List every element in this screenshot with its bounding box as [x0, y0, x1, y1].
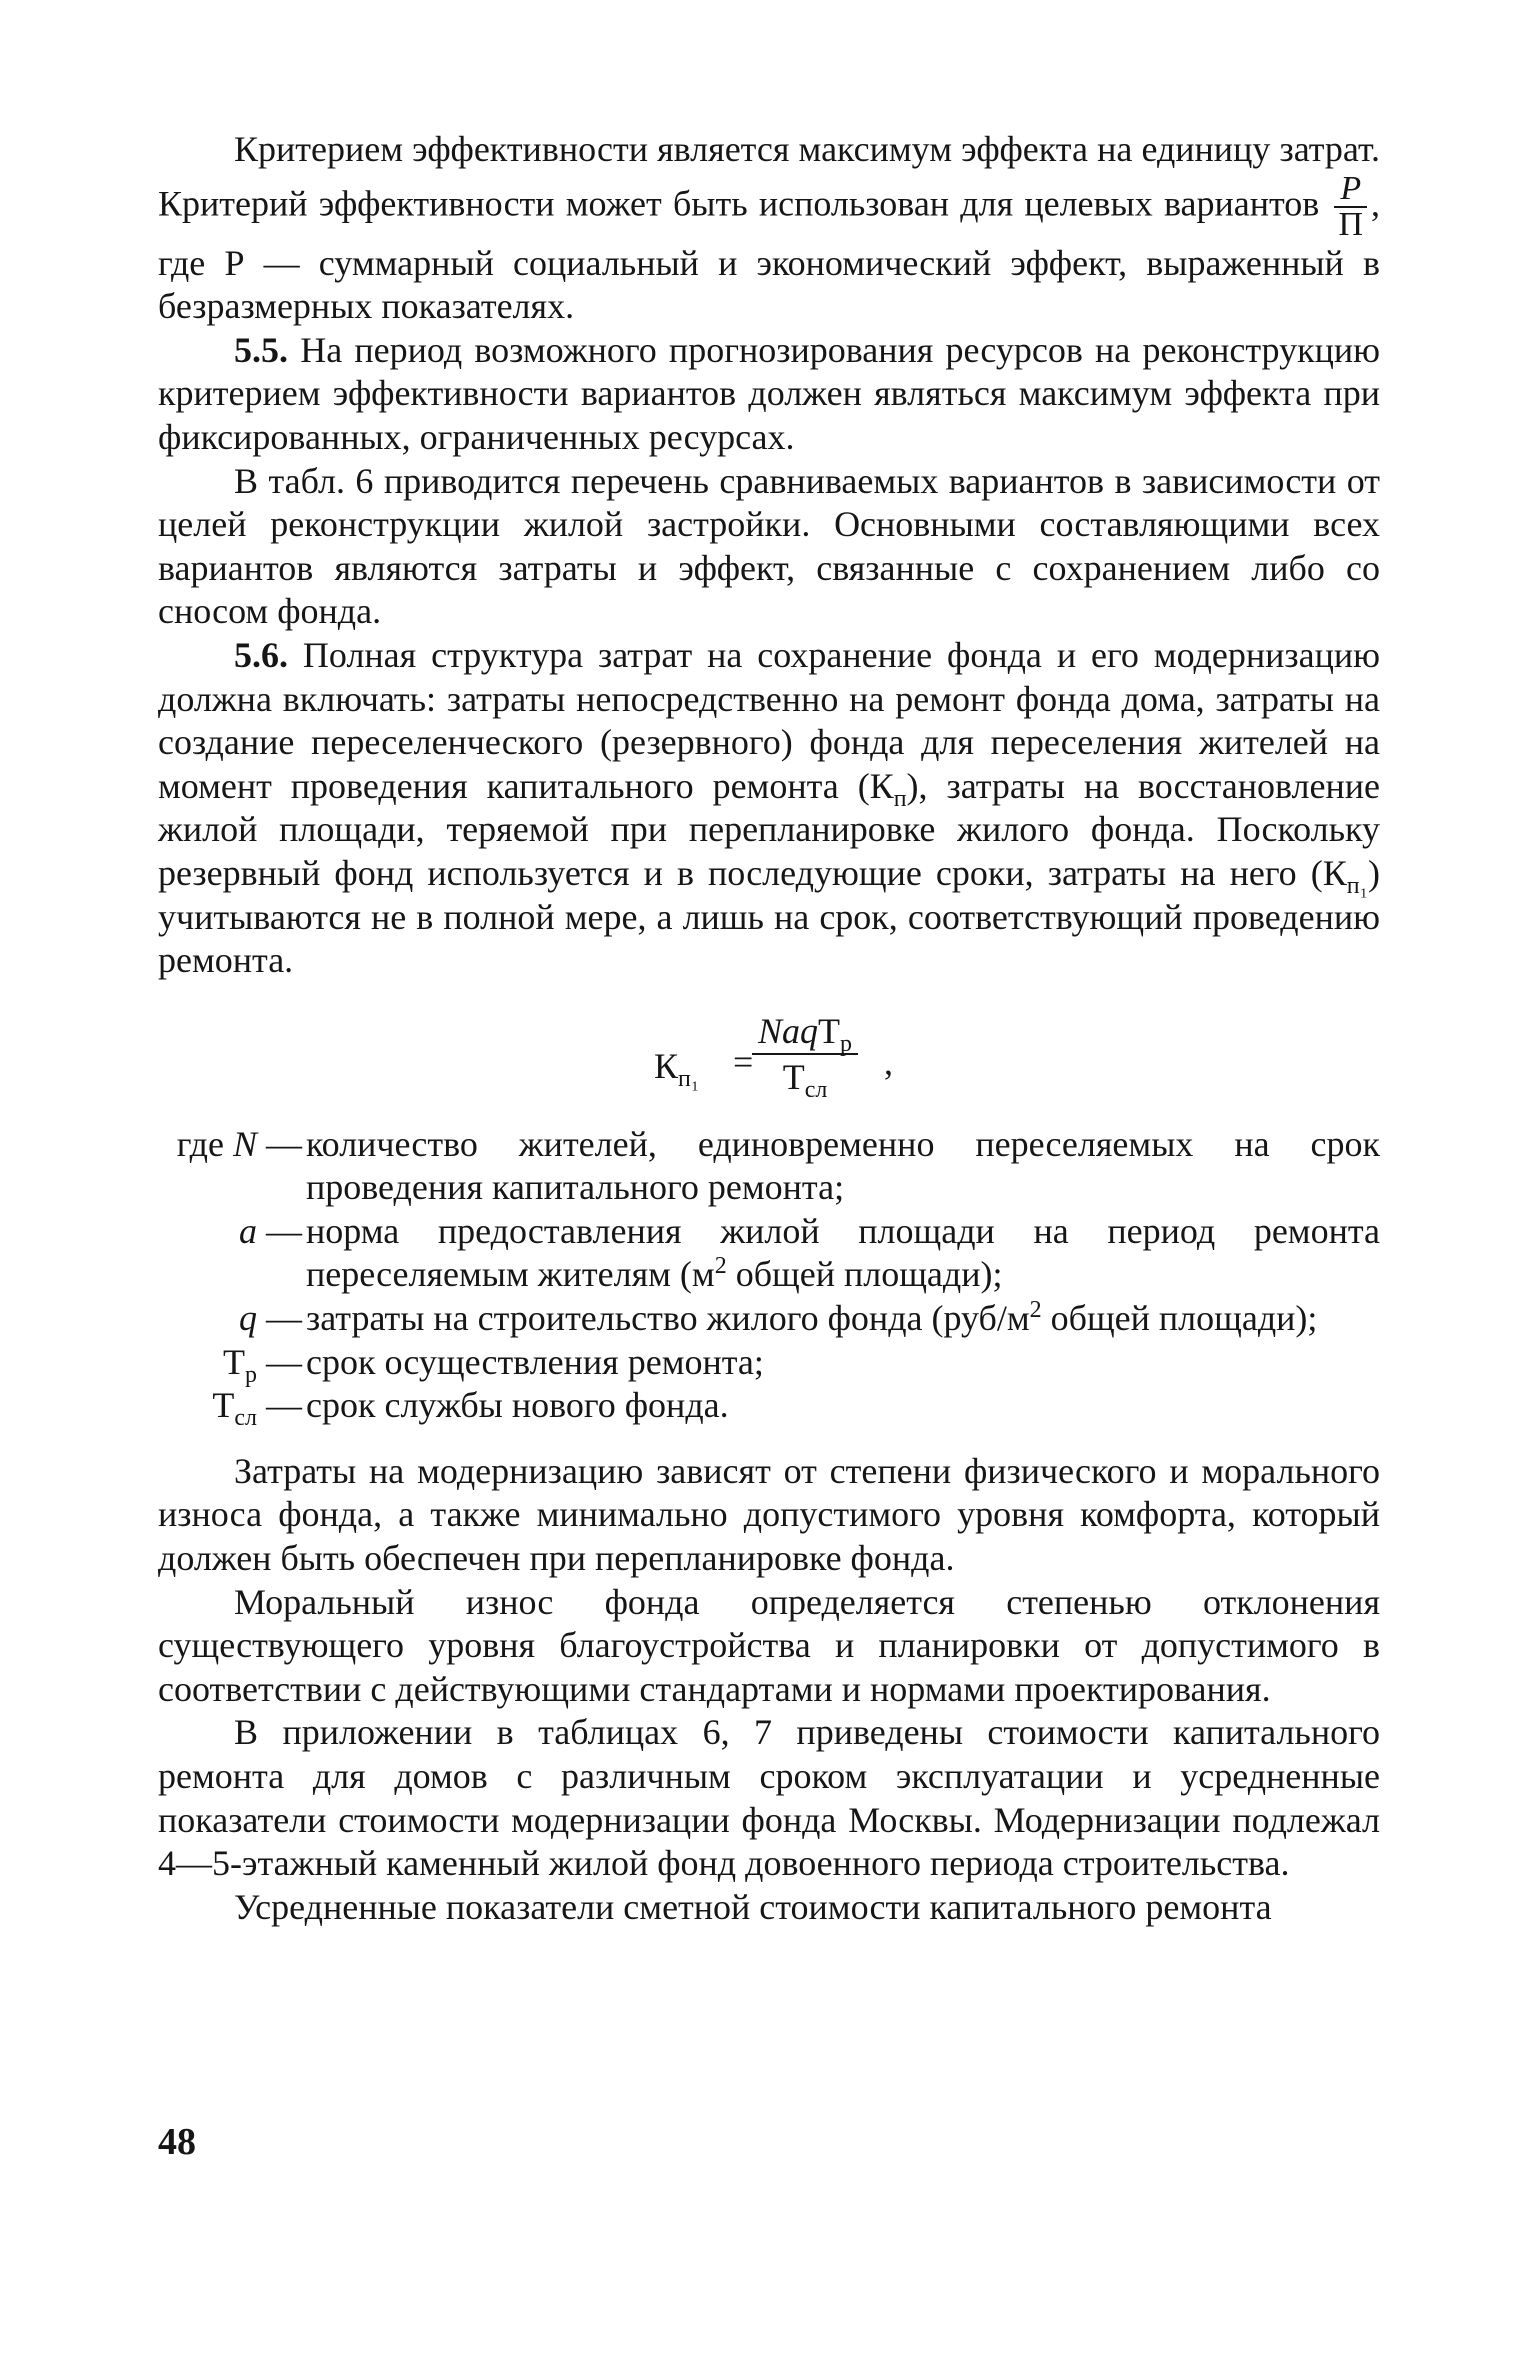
definition-tr: $Т_р$ — срок осуществления ремонта; [158, 1341, 1380, 1385]
definition-q: q — затраты на строительство жилого фонда ($руб/м^2$ общей площади); [158, 1297, 1380, 1341]
paragraph-moral-wear: Моральный износ фонда определяется степенью отклонения существующего уровня благоустройства и планировки от допустимого в соответствии с действующими стандартами и нормами проектирования. [158, 1581, 1380, 1709]
definition-a: a — норма предоставления жилой площади на период ремонта переселяемым жителям ($м^2$ общей площади); [158, 1210, 1380, 1297]
formula-equals: = [733, 1041, 754, 1082]
page-number: 48 [158, 2121, 196, 2163]
paragraph-5-5 [158, 329, 1380, 460]
formula-lhs: $К_{п_1}$ [654, 1045, 700, 1092]
para4-sub-b: п₁ [1346, 873, 1368, 900]
para4-text-b: ), затраты на восстановление жилой площади, теряемой при перепланировке жилого фонда. Поскольку резервный фонд используется и в последующие сроки, затраты на него (К [158, 765, 1381, 893]
para4-text-c: ) учитываются не в полной мере, а лишь на срок, соответствующий проведению ремонта. [158, 852, 1380, 981]
paragraph-efficiency-criterion [158, 128, 1380, 329]
paragraph-appendix-tables: В приложении в таблицах 6, 7 приведены стоимости капитального ремонта для домов с различным сроком эксплуатации и усредненные показатели стоимости модернизации фонда Москвы. Модернизации подлежал 4—5-этажный каменный жилой фонд довоенного периода строительства. [158, 1712, 1380, 1884]
paragraph-averaged-indicators: Усредненные показатели сметной стоимости капитального ремонта [234, 1886, 1272, 1927]
para2-text: На период возможного прогнозирования ресурсов на реконструкцию критерием эффективности вариантов должен являться максимум эффекта при фиксированных, ограниченных ресурсах. [158, 329, 1380, 457]
section-number-5-5: 5.5. [234, 329, 288, 370]
definition-symbol: где N — [176, 1123, 302, 1164]
para1-text-before: Критерием эффективности является максимум эффекта на единицу затрат. Критерий эффективности может быть использован для целевых вариантов [158, 129, 1380, 223]
formula-denominator: $Т_{сл}$ [752, 1053, 858, 1099]
paragraph-5-6 [158, 634, 1380, 983]
definition-symbol: q — [239, 1298, 302, 1339]
definition-symbol: $Т_р$ — [223, 1341, 302, 1388]
definition-tsl: $Т_{сл}$ — срок службы нового фонда. [158, 1384, 1380, 1428]
definitions-list [158, 1123, 1380, 1432]
formula-numerator: NaqТ$_р$ [758, 1010, 853, 1057]
para4-sub-a: п [893, 785, 907, 812]
paragraph-modernization-costs: Затраты на модернизацию зависят от степени физического и морального износа фонда, а также минимально допустимого уровня комфорта, который должен быть обеспечен при перепланировке фонда. [158, 1450, 1380, 1579]
definition-n: где N — количество жителей, единовременно переселяемых на срок проведения капитального ремонта; [158, 1123, 1380, 1210]
page-body [158, 128, 1380, 1929]
fraction-p-over-p [1334, 169, 1367, 243]
paragraph-table-6: В табл. 6 приводится перечень сравниваемых вариантов в зависимости от целей реконструкции жилой застройки. Основными составляющими всех вариантов являются затраты и эффект, связанные с сохранением либо со сносом фонда. [158, 460, 1380, 632]
formula-kp1 [158, 1009, 1380, 1105]
fraction-denominator: П [1334, 206, 1367, 242]
formula-fraction [752, 1009, 858, 1103]
formula-comma: , [884, 1041, 893, 1082]
definition-symbol: a — [239, 1210, 302, 1251]
definition-symbol: $Т_{сл}$ — [212, 1385, 302, 1432]
section-number-5-6: 5.6. [234, 634, 288, 675]
para1-text-after: , где Р — суммарный социальный и экономический эффект, выраженный в безразмерных показателях. [158, 182, 1380, 327]
fraction-numerator: P [1340, 169, 1362, 207]
para4-text-a: Полная структура затрат на сохранение фонда и его модернизацию должна включать: затраты непосредственно на ремонт фонда дома, затраты на создание переселенческого (резервного) фонда для переселения жителей на момент проведения капитального ремонта (К [158, 634, 1380, 806]
